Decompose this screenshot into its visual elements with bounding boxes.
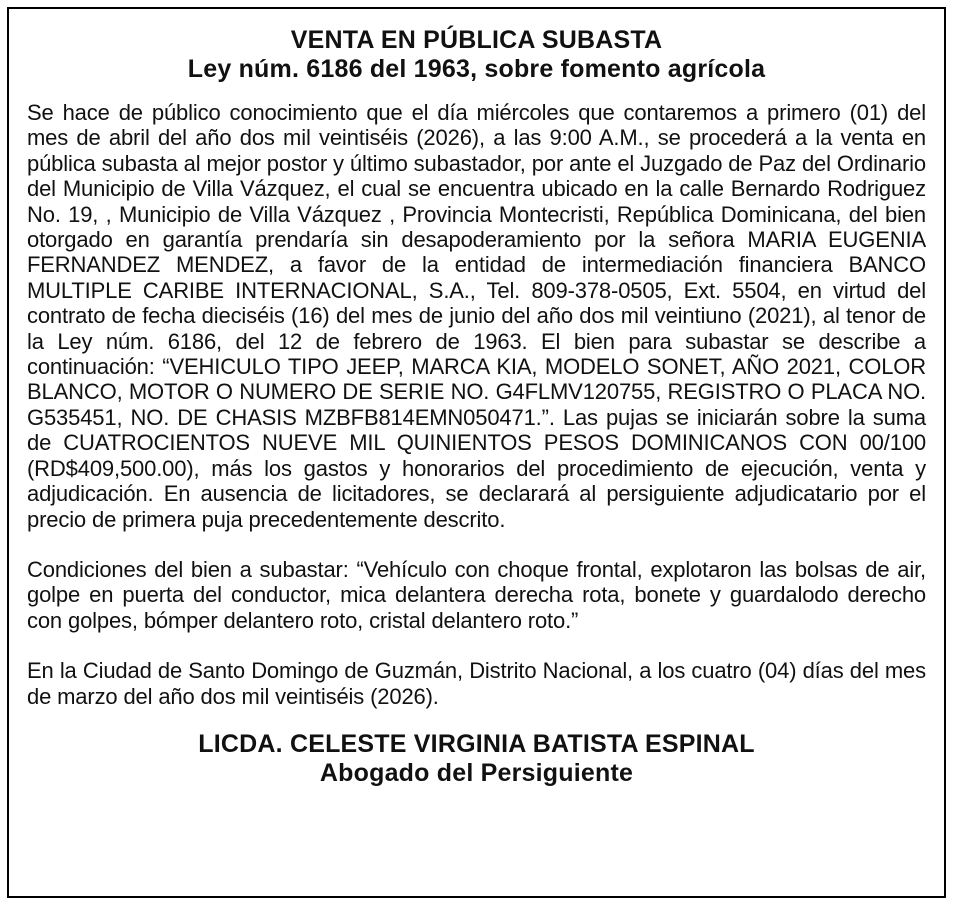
notice-title: VENTA EN PÚBLICA SUBASTA bbox=[290, 26, 663, 54]
place-date-paragraph: En la Ciudad de Santo Domingo de Guzmán, Distrito Nacional, a los cuatro (04) días del mes de marzo del año dos mil veintiséis (2026). bbox=[27, 658, 926, 709]
signature-block bbox=[9, 730, 944, 788]
notice-header bbox=[9, 26, 944, 84]
signatory-role: Abogado del Persiguiente bbox=[319, 758, 634, 787]
notice-subtitle: Ley núm. 6186 del 1963, sobre fomento agrícola bbox=[187, 55, 766, 83]
notice-body bbox=[27, 100, 926, 709]
asset-conditions-paragraph: Condiciones del bien a subastar: “Vehículo con choque frontal, explotaron las bolsas de air, golpe en puerta del conductor, mica delantera derecha rota, bonete y guardalodo derecho con golpes, bómper delantero roto, cristal delantero roto.” bbox=[27, 556, 926, 633]
signatory-name: LICDA. CELESTE VIRGINIA BATISTA ESPINAL bbox=[198, 729, 755, 758]
legal-notice bbox=[7, 7, 946, 898]
auction-details-paragraph: Se hace de público conocimiento que el día miércoles que contaremos a primero (01) del mes de abril del año dos mil veintiséis (2026), a las 9:00 A.M., se procederá a la venta en pública subasta al mejor postor y último subastador, por ante el Juzgado de Paz del Ordinario del Municipio de Villa Vázquez, el cual se encuentra ubicado en la calle Bernardo Rodriguez No. 19, , Municipio de Villa Vázquez , Provincia Montecristi, República Dominicana, del bien otorgado en garantía prendaría sin desapoderamiento por la señora MARIA EUGENIA FERNANDEZ MENDEZ, a favor de la entidad de intermediación financiera BANCO MULTIPLE CARIBE INTERNACIONAL, S.A., Tel. 809-378-0505, Ext. 5504, en virtud del contrato de fecha dieciséis (16) del mes de junio del año dos mil veintiuno (2021), al tenor de la Ley núm. 6186, del 12 de febrero de 1963. El bien para subastar se describe a continuación: “VEHICULO TIPO JEEP, MARCA KIA, MODELO SONET, AÑO 2021, COLOR BLANCO, MOTOR O NUMERO DE SERIE NO. G4FLMV120755, REGISTRO O PLACA NO. G535451, NO. DE CHASIS MZBFB814EMN050471.”. Las pujas se iniciarán sobre la suma de CUATROCIENTOS NUEVE MIL QUINIENTOS PESOS DOMINICANOS CON 00/100 (RD$409,500.00), más los gastos y honorarios del procedimiento de ejecución, venta y adjudicación. En ausencia de licitadores, se declarará al persiguiente adjudicatario por el precio de primera puja precedentemente descrito. bbox=[27, 100, 926, 532]
